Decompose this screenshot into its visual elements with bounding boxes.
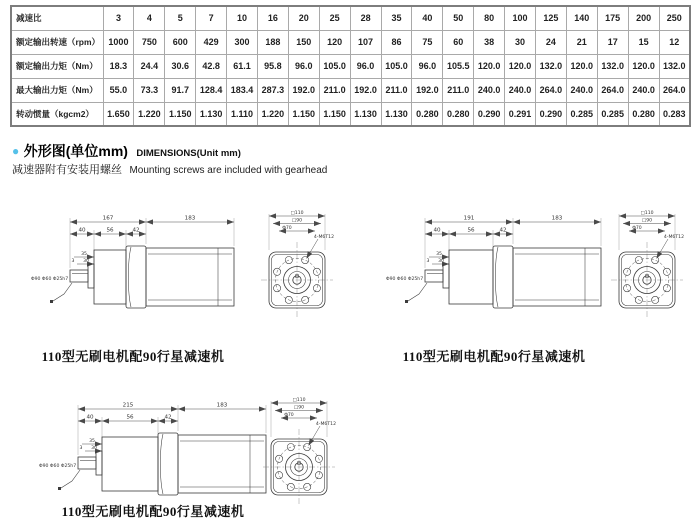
table-cell: 17	[597, 30, 628, 54]
table-cell: 24.4	[134, 54, 165, 78]
table-cell: 105.0	[319, 54, 350, 78]
keyway-leader-dot	[50, 300, 53, 303]
table-cell: 0.285	[597, 102, 628, 126]
front-view-drawing-1	[256, 208, 336, 328]
table-cell: 150	[288, 30, 319, 54]
table-cell: 61.1	[227, 54, 258, 78]
drawing-caption-3: 110型无刷电机配90行星减速机	[61, 504, 245, 519]
table-cell: 4	[134, 6, 165, 30]
table-cell: 3	[103, 6, 134, 30]
table-cell: 0.285	[566, 102, 597, 126]
dim-3: 3	[71, 259, 75, 264]
dim-30: 30	[438, 259, 444, 264]
side-view-drawing-2	[385, 206, 603, 328]
table-cell: 132.0	[659, 54, 690, 78]
tap-callout: 4-M6T12	[313, 235, 334, 240]
table-row-inertia	[11, 102, 690, 126]
drawing-caption-2: 110型无刷电机配90行星减速机	[402, 349, 586, 364]
shaft-diameter-labels: Φ90 Φ60 Φ25h7	[386, 277, 424, 282]
dim-motor-length: 183	[216, 402, 228, 409]
table-cell: 120.0	[474, 54, 505, 78]
dim-square-110: □110	[292, 398, 306, 404]
table-cell: 30.6	[165, 54, 196, 78]
table-cell: 132.0	[597, 54, 628, 78]
adapter-flange	[493, 246, 513, 308]
table-cell: 7	[196, 6, 227, 30]
tap-callout: 4-M6T12	[315, 422, 336, 427]
table-cell: 211.0	[381, 78, 412, 102]
flange-curve	[160, 434, 163, 494]
dim-3: 3	[79, 446, 83, 451]
table-row-speed	[11, 30, 690, 54]
table-row-max-torque	[11, 78, 690, 102]
table-cell: 5	[165, 6, 196, 30]
table-cell: 300	[227, 30, 258, 54]
table-cell: 12	[659, 30, 690, 54]
table-cell: 175	[597, 6, 628, 30]
table-cell: 1.130	[196, 102, 227, 126]
dim-pilot-70: Φ70	[282, 226, 292, 232]
row-label-inertia: 转动惯量（kgcm2）	[11, 102, 103, 126]
spec-table	[10, 5, 691, 127]
table-cell: 16	[257, 6, 288, 30]
dim-3: 3	[426, 259, 430, 264]
spec-table-wrap	[10, 5, 691, 127]
front-view-drawing-2	[606, 208, 686, 328]
dim-pilot-70: Φ70	[632, 226, 642, 232]
table-cell: 91.7	[165, 78, 196, 102]
keyway-leader-dot	[405, 300, 408, 303]
dim-35: 35	[89, 439, 95, 444]
table-cell: 211.0	[319, 78, 350, 102]
table-cell: 1.150	[288, 102, 319, 126]
table-cell: 50	[443, 6, 474, 30]
dim-shaft-length: 40	[86, 414, 94, 421]
table-cell: 240.0	[474, 78, 505, 102]
dim-pilot-70: Φ70	[284, 413, 294, 419]
section-title	[12, 141, 241, 161]
flange-curve	[128, 247, 131, 307]
table-cell: 60	[443, 30, 474, 54]
table-cell: 55.0	[103, 78, 134, 102]
output-shaft	[70, 270, 88, 282]
table-row-ratio	[11, 6, 690, 30]
motor-body	[146, 248, 234, 306]
table-cell: 42.8	[196, 54, 227, 78]
table-cell: 0.280	[628, 102, 659, 126]
table-cell: 287.3	[257, 78, 288, 102]
table-cell: 25	[319, 6, 350, 30]
table-cell: 0.290	[474, 102, 505, 126]
table-cell: 192.0	[288, 78, 319, 102]
section-note-cn: 减速器附有安装用螺丝	[12, 164, 122, 176]
table-cell: 1.130	[350, 102, 381, 126]
table-cell: 1.220	[257, 102, 288, 126]
table-cell: 96.0	[350, 54, 381, 78]
table-cell: 20	[288, 6, 319, 30]
adapter-flange	[126, 246, 146, 308]
bullet-icon: ●	[12, 144, 20, 158]
shaft-diameter-labels: Φ90 Φ60 Φ25h7	[39, 464, 77, 469]
gearbox-body	[94, 250, 126, 304]
table-cell: 120	[319, 30, 350, 54]
side-view-drawing-3	[38, 393, 268, 515]
dim-30: 30	[91, 446, 97, 451]
front-view-drawing-3	[258, 395, 338, 515]
dim-30: 30	[83, 259, 89, 264]
table-cell: 1.220	[134, 102, 165, 126]
table-cell: 240.0	[505, 78, 536, 102]
dim-square-90: □90	[291, 218, 303, 224]
table-cell: 107	[350, 30, 381, 54]
table-cell: 0.280	[443, 102, 474, 126]
table-cell: 73.3	[134, 78, 165, 102]
table-cell: 240.0	[566, 78, 597, 102]
dim-gear-length: 56	[467, 227, 475, 234]
table-cell: 264.0	[535, 78, 566, 102]
shaft-diameter-labels: Φ90 Φ60 Φ25h7	[31, 277, 69, 282]
dim-gear-length: 56	[106, 227, 114, 234]
section-note-en: Mounting screws are included with gearhead	[129, 165, 328, 176]
output-shaft	[425, 270, 443, 282]
table-cell: 35	[381, 6, 412, 30]
dim-35: 35	[81, 252, 87, 257]
table-cell: 264.0	[597, 78, 628, 102]
table-cell: 1.650	[103, 102, 134, 126]
shaft-hub	[88, 264, 94, 288]
dim-square-90: □90	[641, 218, 653, 224]
table-cell: 192.0	[412, 78, 443, 102]
table-cell: 0.283	[659, 102, 690, 126]
table-cell: 30	[505, 30, 536, 54]
table-cell: 15	[628, 30, 659, 54]
dim-square-110: □110	[640, 211, 654, 217]
row-label-rated-torque: 额定输出力矩（Nm）	[11, 54, 103, 78]
dim-flange-length: 42	[132, 227, 140, 234]
keyway-leader-line	[61, 470, 80, 488]
keyway-leader-dot	[58, 487, 61, 490]
dim-gear-length: 56	[126, 414, 134, 421]
tap-callout: 4-M6T12	[663, 235, 684, 240]
adapter-flange	[158, 433, 178, 495]
dim-motor-length: 183	[551, 215, 563, 222]
dim-flange-length: 42	[499, 227, 507, 234]
table-cell: 24	[535, 30, 566, 54]
dim-35: 35	[436, 252, 442, 257]
dim-motor-length: 183	[184, 215, 196, 222]
table-cell: 10	[227, 6, 258, 30]
table-cell: 211.0	[443, 78, 474, 102]
section-title-cn: 外形图(单位mm)	[23, 143, 128, 159]
output-shaft	[78, 457, 96, 469]
table-cell: 75	[412, 30, 443, 54]
table-cell: 125	[535, 6, 566, 30]
table-cell: 1.150	[319, 102, 350, 126]
dim-shaft-length: 40	[78, 227, 86, 234]
table-cell: 18.3	[103, 54, 134, 78]
table-cell: 80	[474, 6, 505, 30]
table-cell: 96.0	[288, 54, 319, 78]
table-cell: 128.4	[196, 78, 227, 102]
row-label-ratio: 减速比	[11, 6, 103, 30]
table-cell: 96.0	[412, 54, 443, 78]
gearbox-body	[102, 437, 158, 491]
table-cell: 38	[474, 30, 505, 54]
dim-flange-length: 42	[164, 414, 172, 421]
table-cell: 95.8	[257, 54, 288, 78]
keyway-leader-line	[408, 283, 427, 301]
table-cell: 40	[412, 6, 443, 30]
row-label-speed: 额定输出转速（rpm）	[11, 30, 103, 54]
table-cell: 28	[350, 6, 381, 30]
row-label-max-torque: 最大输出力矩（Nm）	[11, 78, 103, 102]
table-cell: 1.130	[381, 102, 412, 126]
dim-shaft-length: 40	[433, 227, 441, 234]
section-title-en: DIMENSIONS(Unit mm)	[136, 148, 241, 159]
table-cell: 1000	[103, 30, 134, 54]
table-cell: 105.0	[381, 54, 412, 78]
table-cell: 250	[659, 6, 690, 30]
drawing-caption-1: 110型无刷电机配90行星减速机	[41, 349, 225, 364]
table-cell: 132.0	[535, 54, 566, 78]
table-cell: 0.291	[505, 102, 536, 126]
table-cell: 240.0	[628, 78, 659, 102]
table-cell: 21	[566, 30, 597, 54]
table-cell: 140	[566, 6, 597, 30]
side-view-drawing-1	[30, 206, 236, 328]
dim-overall: 215	[122, 402, 134, 409]
table-cell: 120.0	[566, 54, 597, 78]
motor-body	[513, 248, 601, 306]
table-cell: 120.0	[505, 54, 536, 78]
keyway-leader-line	[53, 283, 72, 301]
dim-square-110: □110	[290, 211, 304, 217]
table-cell: 1.110	[227, 102, 258, 126]
section-note	[12, 160, 327, 178]
table-cell: 183.4	[227, 78, 258, 102]
table-cell: 105.5	[443, 54, 474, 78]
dim-square-90: □90	[293, 405, 305, 411]
table-cell: 188	[257, 30, 288, 54]
table-cell: 1.150	[165, 102, 196, 126]
table-cell: 429	[196, 30, 227, 54]
table-cell: 264.0	[659, 78, 690, 102]
table-cell: 200	[628, 6, 659, 30]
motor-body	[178, 435, 266, 493]
table-cell: 86	[381, 30, 412, 54]
table-cell: 750	[134, 30, 165, 54]
shaft-hub	[96, 451, 102, 475]
table-cell: 120.0	[628, 54, 659, 78]
table-cell: 600	[165, 30, 196, 54]
gearbox-body	[449, 250, 493, 304]
dim-overall: 167	[102, 215, 114, 222]
dim-overall: 191	[463, 215, 475, 222]
table-cell: 0.280	[412, 102, 443, 126]
table-row-rated-torque	[11, 54, 690, 78]
table-cell: 192.0	[350, 78, 381, 102]
shaft-hub	[443, 264, 449, 288]
flange-curve	[495, 247, 498, 307]
table-cell: 0.290	[535, 102, 566, 126]
table-cell: 100	[505, 6, 536, 30]
